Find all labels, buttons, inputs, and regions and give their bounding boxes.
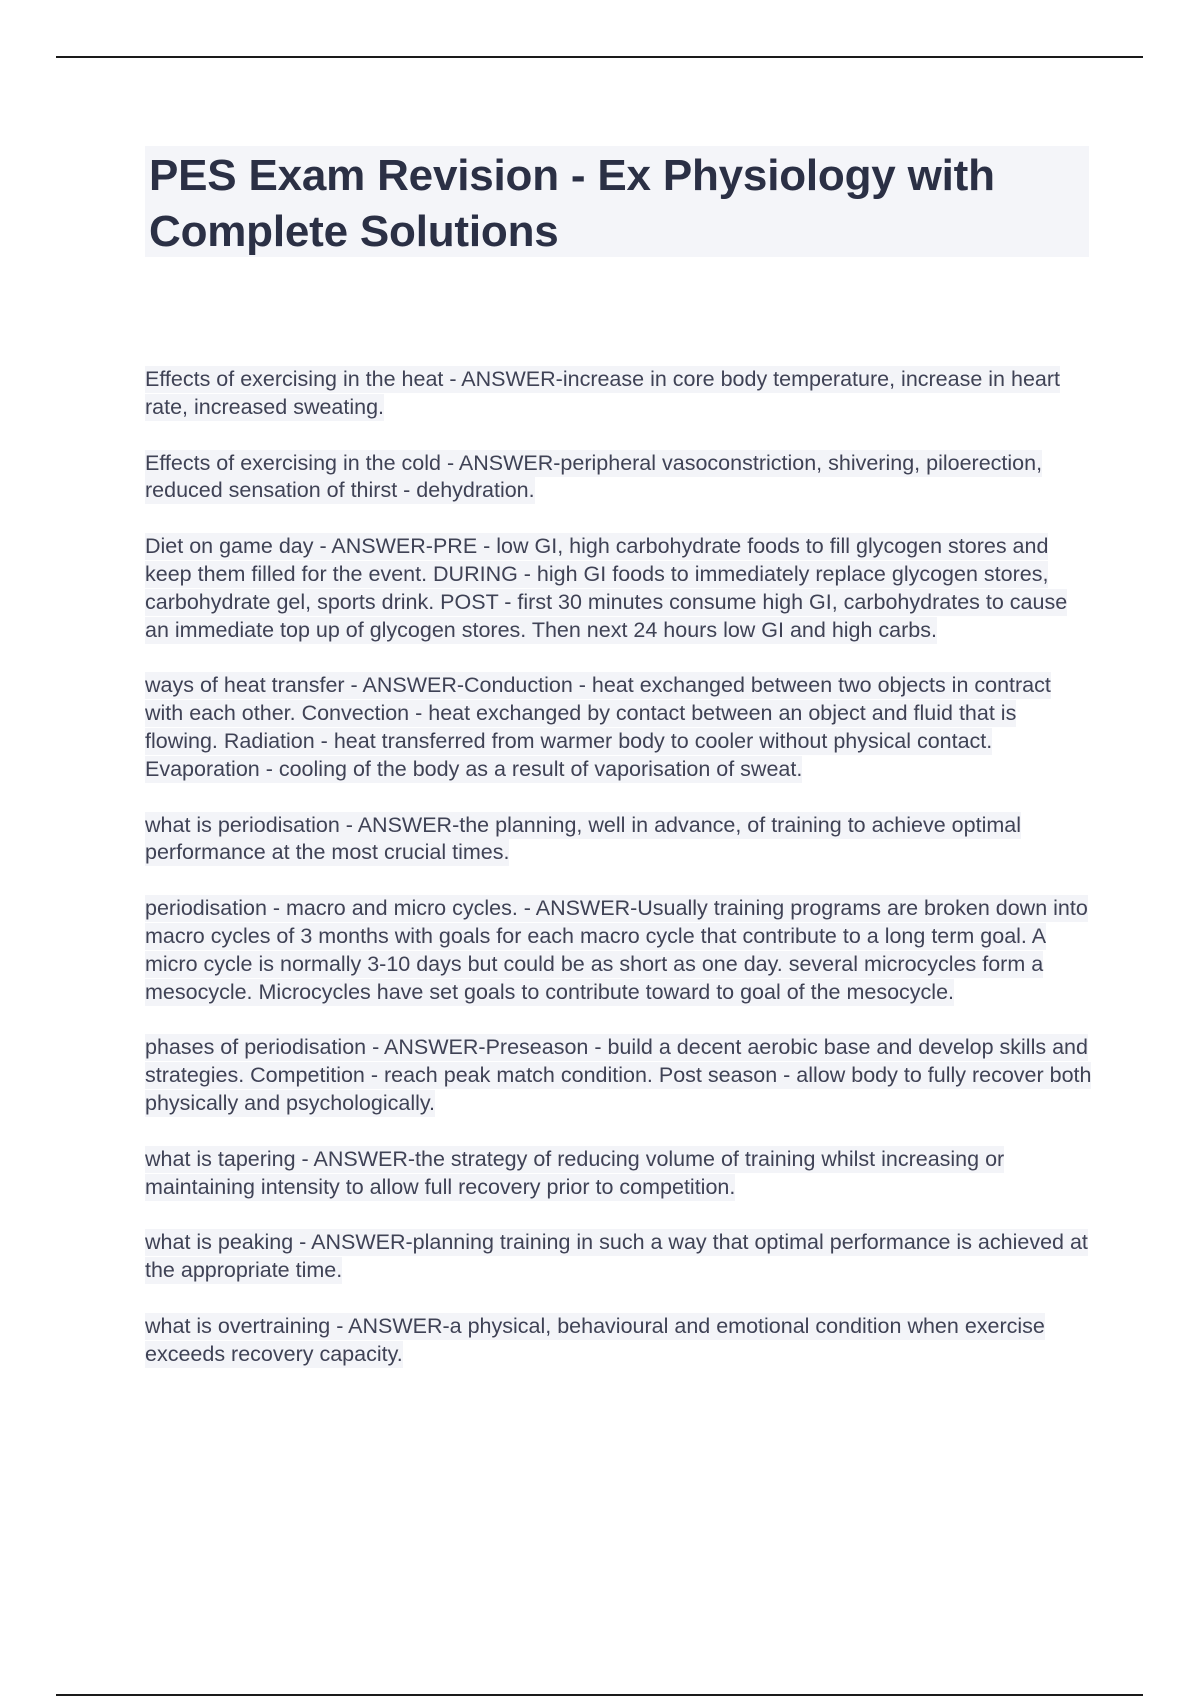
- qa-text: what is tapering - ANSWER-the strategy of reducing volume of training whilst increasing or maintaining intensity to allow full recovery prior to competition.: [145, 1146, 1005, 1199]
- qa-list: [145, 366, 1095, 1397]
- qa-text: what is peaking - ANSWER-planning training in such a way that optimal performance is achieved at the appropriate time.: [145, 1230, 1088, 1283]
- title-block: [145, 146, 1089, 257]
- qa-item: [145, 1229, 1095, 1285]
- bottom-rule: [56, 1694, 1143, 1696]
- qa-item: [145, 533, 1095, 644]
- top-rule: [56, 56, 1143, 58]
- qa-text: phases of periodisation - ANSWER-Preseason - build a decent aerobic base and develop skills and strategies. Competition - reach peak match condition. Post season - allow body to fully recover both physically and psychologically.: [145, 1035, 1092, 1115]
- qa-text: ways of heat transfer - ANSWER-Conduction - heat exchanged between two objects in contract with each other. Convection - heat exchanged by contact between an object and fluid that is flowing. Radiation - heat transferred from warmer body to cooler without physical contact. Evaporation - cooling of the body as a result of vaporisation of sweat.: [145, 673, 1051, 781]
- qa-item: [145, 450, 1095, 506]
- qa-item: [145, 1034, 1095, 1117]
- qa-item: [145, 895, 1095, 1006]
- qa-text: Diet on game day - ANSWER-PRE - low GI, high carbohydrate foods to fill glycogen stores and keep them filled for the event. DURING - high GI foods to immediately replace glycogen stores, carbohydrate gel, sports drink. POST - first 30 minutes consume high GI, carbohydrates to cause an immediate top up of glycogen stores. Then next 24 hours low GI and high carbs.: [145, 534, 1068, 642]
- qa-text: what is periodisation - ANSWER-the planning, well in advance, of training to achieve optimal performance at the most crucial times.: [145, 812, 1021, 865]
- qa-item: [145, 366, 1095, 422]
- page-title: PES Exam Revision - Ex Physiology with Complete Solutions: [149, 151, 995, 256]
- qa-text: periodisation - macro and micro cycles. - ANSWER-Usually training programs are broken down into macro cycles of 3 months with goals for each macro cycle that contribute to a long term goal. A micro cycle is normally 3-10 days but could be as short as one day. several microcycles form a mesocycle. Microcycles have set goals to contribute toward to goal of the mesocycle.: [145, 896, 1088, 1004]
- qa-item: [145, 1313, 1095, 1369]
- qa-text: what is overtraining - ANSWER-a physical, behavioural and emotional condition when exercise exceeds recovery capacity.: [145, 1313, 1045, 1366]
- qa-item: [145, 672, 1095, 783]
- qa-text: Effects of exercising in the heat - ANSWER-increase in core body temperature, increase in heart rate, increased sweating.: [145, 367, 1060, 419]
- qa-item: [145, 812, 1095, 868]
- qa-text: Effects of exercising in the cold - ANSWER-peripheral vasoconstriction, shivering, piloerection, reduced sensation of thirst - dehydration.: [145, 450, 1043, 503]
- qa-item: [145, 1146, 1095, 1202]
